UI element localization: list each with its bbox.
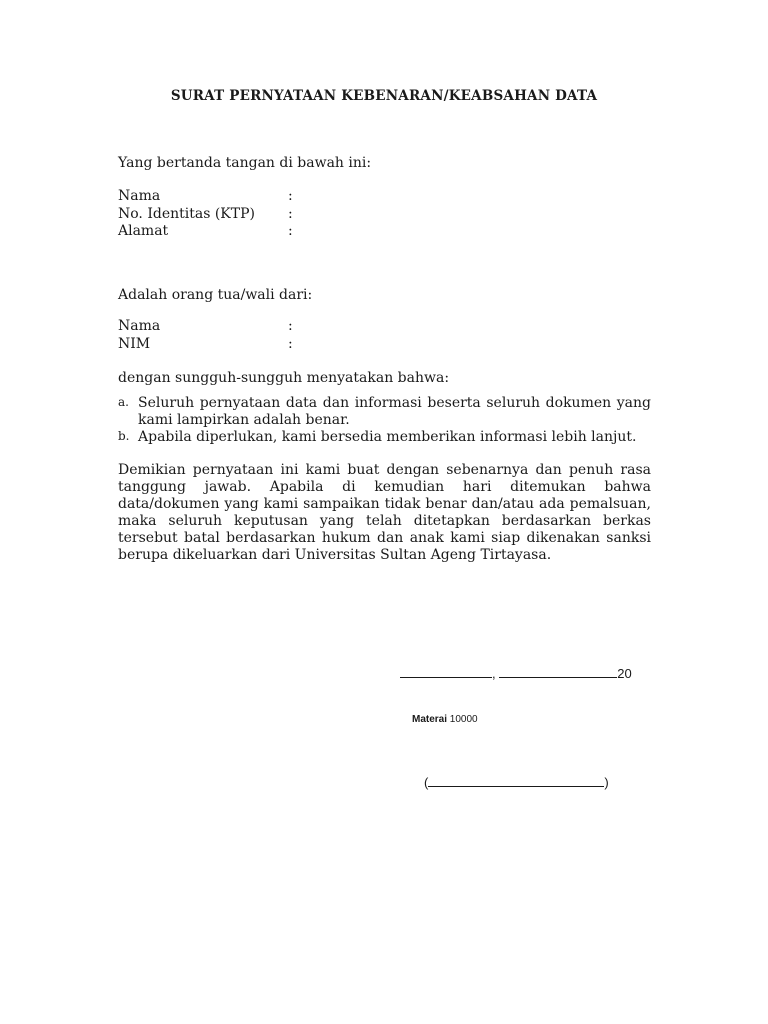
signature-open-paren: (	[424, 775, 429, 790]
signer-field-address	[118, 223, 318, 241]
field-colon: :	[288, 188, 293, 204]
statement-intro-text: dengan sungguh-sungguh menyatakan bahwa:	[118, 370, 450, 386]
field-colon: :	[288, 336, 293, 352]
closing-paragraph: Demikian pernyataan ini kami buat dengan sebenarnya dan penuh rasa tanggung jawab. Apabila di kemudian hari ditemukan bahwa data/dokumen yang kami sampaikan tidak benar dan/atau ada pemalsuan, maka seluruh keputusan yang telah ditetapkan berdasarkan berkas tersebut batal berdasarkan hukum dan anak kami siap dikenakan sanksi berupa dikeluarkan dari Universitas Sultan Ageng Tirtayasa.	[118, 462, 651, 563]
signer-field-id	[118, 206, 318, 224]
date-line	[400, 665, 632, 681]
signature-line	[424, 774, 609, 790]
field-label: Nama	[118, 188, 161, 204]
field-label: NIM	[118, 336, 151, 352]
field-label: Alamat	[118, 223, 169, 239]
signature-blank	[428, 774, 604, 787]
date-blank	[499, 665, 617, 678]
statement-text: Seluruh pernyataan data dan informasi beserta seluruh dokumen yang kami lampirkan adalah benar.	[138, 395, 651, 428]
signer-field-name	[118, 188, 318, 206]
year-suffix: 20	[617, 666, 632, 681]
guardian-intro-text: Adalah orang tua/wali dari:	[118, 287, 313, 303]
field-label: No. Identitas (KTP)	[118, 206, 255, 222]
list-marker: b.	[118, 429, 130, 443]
stamp-label	[412, 714, 478, 725]
field-label: Nama	[118, 318, 161, 334]
stamp-label-text: Materai	[412, 714, 448, 725]
field-colon: :	[288, 223, 293, 239]
place-blank	[400, 665, 492, 678]
statement-item-a	[118, 395, 651, 429]
signature-close-paren: )	[604, 775, 609, 790]
intro-text: Yang bertanda tangan di bawah ini:	[118, 155, 372, 171]
list-marker: a.	[118, 395, 129, 409]
student-field-nim	[118, 336, 318, 354]
field-colon: :	[288, 318, 293, 334]
statement-text: Apabila diperlukan, kami bersedia memberikan informasi lebih lanjut.	[138, 429, 637, 445]
document-title: SURAT PERNYATAAN KEBENARAN/KEABSAHAN DATA	[170, 88, 598, 104]
statement-item-b	[118, 429, 651, 446]
stamp-value: 10000	[449, 714, 478, 725]
date-separator: ,	[492, 666, 496, 681]
field-colon: :	[288, 206, 293, 222]
student-field-name	[118, 318, 318, 336]
